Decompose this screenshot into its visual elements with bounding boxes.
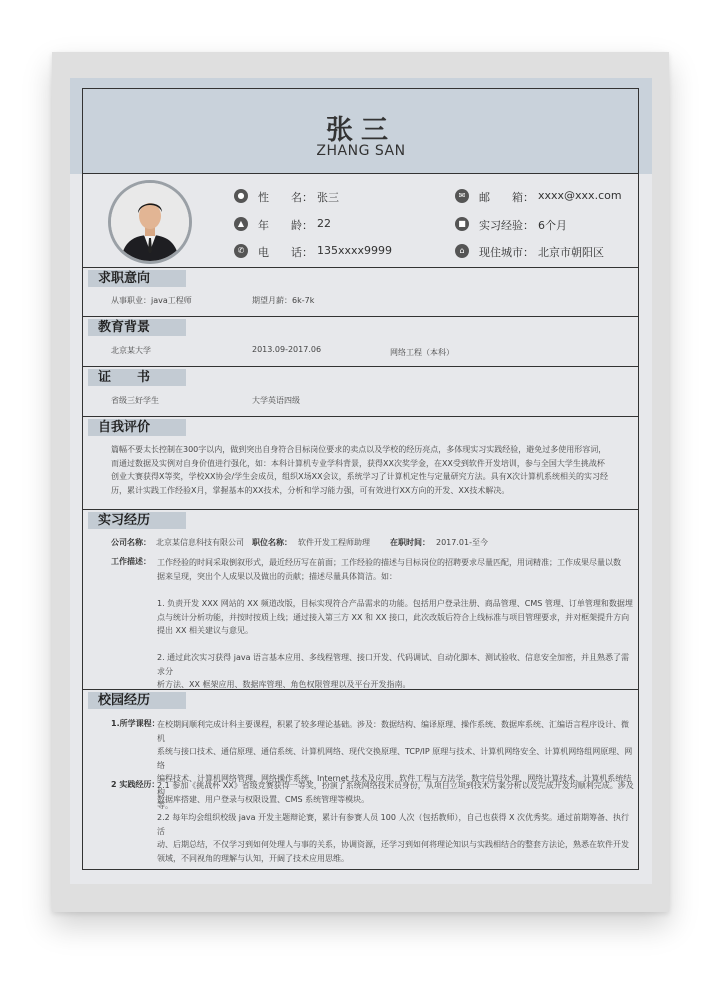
email-value: xxxx@xxx.com: [538, 189, 622, 202]
divider-intent: [82, 267, 639, 268]
age-value: 22: [317, 217, 331, 230]
self-eval-line: 创业大赛获得X等奖，学校XX协会/学生会成员，组织X场XX会议，系统学习了计算机定性与定量研究方法。具有X次计算机系统相关的实习经: [111, 472, 609, 481]
desc-line: 工作经验的时间采取倒叙形式，最近经历写在前面；工作经验的描述与目标岗位的招聘要求尽量匹配，用词精准；工作成果尽量以数: [157, 558, 621, 567]
education-school: 北京某大学: [111, 346, 151, 355]
name-english: ZHANG SAN: [316, 143, 406, 159]
phone-label: 电 话：: [258, 246, 313, 259]
intent-job: 从事职业：java工程师: [111, 296, 192, 305]
company-value: 北京某信息科技有限公司: [156, 538, 244, 547]
education-major: 网络工程（本科）: [390, 348, 454, 357]
name-label: 性 名：: [258, 191, 313, 204]
name-value: 张三: [317, 191, 339, 204]
phone-icon: ✆: [234, 244, 248, 258]
mail-icon: ✉: [455, 189, 469, 203]
item-line: 1. 负责开发 XXX 网站的 XX 频道改版，目标实现符合产品需求的功能。包括用户登录注册、商品管理、CMS 管理、订单管理和数据埋: [157, 599, 633, 608]
section-title-certificate: 证 书: [88, 369, 186, 386]
course-line: 等。: [157, 801, 173, 810]
self-eval-text: [111, 443, 631, 497]
internship-item-1: [157, 597, 635, 638]
course-line: 编程技术、计算机网络管理、网络操作系统、Internet 技术及应用、软件工程与方法学、数字信号处理、网络计算技术、计算机系统结构: [157, 774, 632, 797]
briefcase-icon: ■: [455, 217, 469, 231]
practice-line: 2.1 参加《挑战杯 XX》省级竞赛获得一等奖，扮演了系统网络技术员身份，从项目立项到技术方案分析以及完成开发均顺利完成。涉及: [157, 781, 634, 790]
divider-education: [82, 316, 639, 317]
user-icon: ●: [234, 189, 248, 203]
self-eval-line: 而通过数据及实例对自身价值进行强化，如：本科计算机专业学科背景，获得XX次奖学金，在XX受到软件开发培训，参与全国大学生挑战杯: [111, 458, 605, 468]
experience-label: 实习经验：: [479, 219, 534, 232]
practice-line: 动、后期总结，不仅学习到如何处理人与事的关系，协调资源，还学习到如何将理论知识与实践相结合的整套方法论，熟悉在软件开发: [157, 840, 629, 849]
intent-salary: 期望月薪：6k-7k: [252, 296, 315, 305]
avatar: [108, 180, 192, 264]
course-line: 在校期间顺利完成计科主要课程，积累了较多理论基础。涉及：数据结构、编译原理、操作系统、数据库系统、汇编语言程序设计、微机: [157, 720, 629, 743]
experience-value: 6个月: [538, 219, 567, 232]
phone-value: 135xxxx9999: [317, 244, 393, 257]
section-title-intent: 求职意向: [88, 270, 186, 287]
divider-self-eval: [82, 416, 639, 417]
divider-header: [82, 173, 639, 174]
desc-label: 工作描述：: [111, 557, 151, 566]
self-eval-line: 篇幅不要太长控制在300字以内，做到突出自身符合目标岗位要求的卖点以及学校的经历亮点，多体现实习实践经验，避免过多使用形容词，: [111, 445, 607, 454]
section-title-self-eval: 自我评价: [88, 419, 186, 436]
company-label: 公司名称：: [111, 538, 151, 547]
internship-item-2: [157, 651, 635, 692]
section-title-internship: 实习经历: [88, 512, 186, 529]
education-period: 2013.09-2017.06: [252, 345, 322, 354]
desc-line: 据来呈现，突出个人成果以及做出的贡献；描述尽量具体简洁。如：: [157, 571, 397, 581]
practice-1: [157, 779, 635, 806]
name-chinese: 张三: [326, 115, 396, 146]
section-title-campus: 校园经历: [88, 692, 186, 709]
time-value: 2017.01-至今: [436, 538, 488, 547]
practice-2: [157, 811, 635, 865]
item-line: 点与统计分析功能，并按时按质上线；通过接入第三方 XX 和 XX 接口，此次改版后符合上线标准与项目管理要求，并对框架提升方向: [157, 612, 630, 622]
certificate-item-1: 省级三好学生: [111, 396, 159, 405]
section-title-education: 教育背景: [88, 319, 186, 336]
practice-line: 数据库搭建、用户登录与权限设置、CMS 系统管理等模块。: [157, 794, 370, 804]
practice-line: 2.2 每年均会组织校级 java 开发主题辩论赛，累计有参赛人员 100 人次（包括教师），自己也获得 X 次优秀奖。通过前期筹备、执行活: [157, 813, 630, 836]
portrait-image: [111, 183, 189, 261]
self-eval-line: 历，累计实践工作经验X月，掌握基本的XX技术，分析和学习能力强，可有效进行XX方向的开发、XX技术解决。: [111, 485, 510, 495]
age-label: 年 龄：: [258, 219, 313, 232]
practice-line: 领域，不同视角的理解与认知，开阔了技术应用思维。: [157, 853, 349, 863]
internship-desc: [157, 556, 635, 583]
item-line: 2. 通过此次实习获得 java 语言基本应用、多线程管理、接口开发、代码调试、自动化脚本、测试验收、信息安全加密，并且熟悉了需求分: [157, 653, 630, 676]
cake-icon: ▲: [234, 217, 248, 231]
position-label: 职位名称：: [252, 538, 292, 547]
certificate-item-2: 大学英语四级: [252, 396, 300, 405]
course-line: 系统与接口技术、通信原理、通信系统、计算机网络、现代交换原理、TCP/IP 原理与技术、计算机网络安全、计算机网络组网原理、网络: [157, 747, 633, 770]
city-value: 北京市朝阳区: [538, 246, 604, 259]
practice-label: 2 实践经历：: [111, 780, 160, 789]
city-label: 现住城市：: [479, 246, 534, 259]
time-label: 在职时间：: [390, 538, 430, 547]
divider-certificate: [82, 366, 639, 367]
item-line: 提出 XX 相关建议与意见。: [157, 626, 254, 635]
home-icon: ⌂: [455, 244, 469, 258]
item-line: 析方法、XX 框架应用、数据库管理、角色权限管理以及平台开发指南。: [157, 680, 411, 689]
divider-internship: [82, 509, 639, 510]
position-value: 软件开发工程师助理: [298, 538, 370, 547]
course-label: 1.所学课程：: [111, 719, 160, 728]
email-label: 邮 箱：: [479, 191, 534, 204]
